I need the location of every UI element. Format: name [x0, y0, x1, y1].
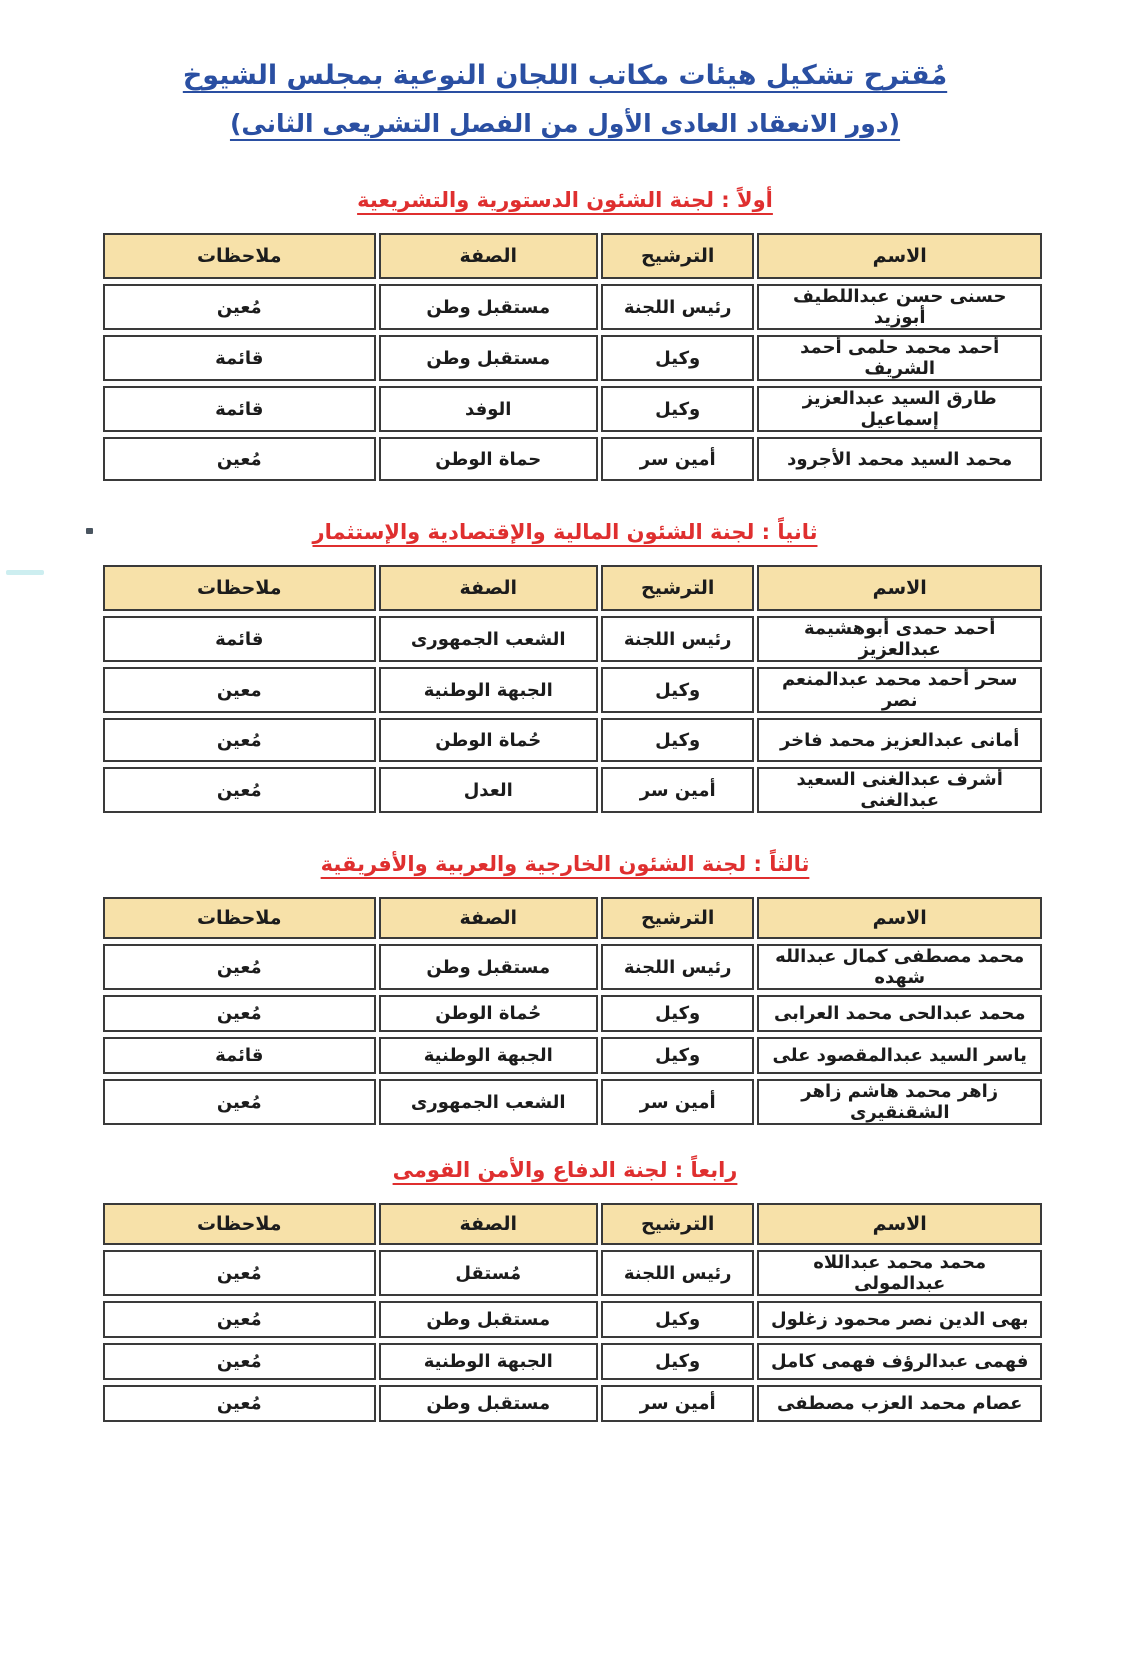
- column-header-nomination: الترشيح: [601, 1203, 754, 1245]
- capacity-cell: حُماة الوطن: [379, 718, 598, 762]
- nomination-cell: أمين سر: [601, 1079, 754, 1125]
- member-name-cell: ياسر السيد عبدالمقصود على: [757, 1037, 1042, 1074]
- capacity-cell: حماة الوطن: [379, 437, 598, 481]
- table-row: [103, 437, 1042, 481]
- capacity-cell: الجبهة الوطنية: [379, 667, 598, 713]
- member-name-cell: سحر أحمد محمد عبدالمنعم نصر: [757, 667, 1042, 713]
- nomination-cell: أمين سر: [601, 767, 754, 813]
- committee-table-foreign: [100, 892, 1045, 1130]
- notes-cell: مُعين: [103, 1385, 376, 1422]
- notes-cell: مُعين: [103, 1301, 376, 1338]
- column-header-capacity: الصفة: [379, 1203, 598, 1245]
- notes-cell: معين: [103, 667, 376, 713]
- capacity-cell: مستقبل وطن: [379, 944, 598, 990]
- nomination-cell: وكيل: [601, 718, 754, 762]
- member-name-cell: محمد عبدالحى محمد العرابى: [757, 995, 1042, 1032]
- nomination-cell: وكيل: [601, 995, 754, 1032]
- table-row: [103, 944, 1042, 990]
- capacity-cell: الجبهة الوطنية: [379, 1037, 598, 1074]
- table-row: [103, 1301, 1042, 1338]
- table-header-row: [103, 1203, 1042, 1245]
- capacity-cell: مستقبل وطن: [379, 335, 598, 381]
- section-heading-defense: رابعاً : لجنة الدفاع والأمن القومى: [392, 1158, 738, 1182]
- table-row: [103, 767, 1042, 813]
- member-name-cell: أمانى عبدالعزيز محمد فاخر: [757, 718, 1042, 762]
- nomination-cell: وكيل: [601, 1037, 754, 1074]
- column-header-name: الاسم: [757, 565, 1042, 611]
- table-row: [103, 616, 1042, 662]
- nomination-cell: وكيل: [601, 1301, 754, 1338]
- capacity-cell: الشعب الجمهورى: [379, 616, 598, 662]
- member-name-cell: حسنى حسن عبداللطيف أبوزيد: [757, 284, 1042, 330]
- committee-table-constitutional: [100, 228, 1045, 486]
- column-header-capacity: الصفة: [379, 233, 598, 279]
- table-row: [103, 1343, 1042, 1380]
- table-row: [103, 1037, 1042, 1074]
- table-header-row: [103, 897, 1042, 939]
- notes-cell: مُعين: [103, 284, 376, 330]
- nomination-cell: رئيس اللجنة: [601, 1250, 754, 1296]
- notes-cell: مُعين: [103, 767, 376, 813]
- member-name-cell: فهمى عبدالرؤف فهمى كامل: [757, 1343, 1042, 1380]
- document-title-line1: مُقترح تشكيل هيئات مكاتب اللجان النوعية بمجلس الشيوخ: [182, 60, 948, 91]
- column-header-notes: ملاحظات: [103, 897, 376, 939]
- scan-artifact-dash: [6, 570, 44, 575]
- capacity-cell: مستقبل وطن: [379, 1385, 598, 1422]
- member-name-cell: طارق السيد عبدالعزيز إسماعيل: [757, 386, 1042, 432]
- notes-cell: مُعين: [103, 718, 376, 762]
- nomination-cell: وكيل: [601, 667, 754, 713]
- document-title-line2: (دور الانعقاد العادى الأول من الفصل التشريعى الثانى): [229, 109, 901, 138]
- notes-cell: قائمة: [103, 386, 376, 432]
- column-header-name: الاسم: [757, 897, 1042, 939]
- table-row: [103, 335, 1042, 381]
- nomination-cell: وكيل: [601, 1343, 754, 1380]
- column-header-capacity: الصفة: [379, 897, 598, 939]
- notes-cell: مُعين: [103, 1079, 376, 1125]
- notes-cell: قائمة: [103, 335, 376, 381]
- committee-table-defense: [100, 1198, 1045, 1427]
- member-name-cell: محمد مصطفى كمال عبدالله شهده: [757, 944, 1042, 990]
- member-name-cell: بهى الدين نصر محمود زغلول: [757, 1301, 1042, 1338]
- section-heading-constitutional: أولاً : لجنة الشئون الدستورية والتشريعية: [357, 188, 773, 212]
- column-header-notes: ملاحظات: [103, 1203, 376, 1245]
- scan-artifact-speck: [86, 528, 93, 534]
- document-title: [0, 56, 1130, 144]
- section-heading-finance: ثانياً : لجنة الشئون المالية والإقتصادية والإستثمار: [312, 520, 818, 544]
- capacity-cell: مُستقل: [379, 1250, 598, 1296]
- member-name-cell: أحمد حمدى أبوهشيمة عبدالعزيز: [757, 616, 1042, 662]
- table-row: [103, 667, 1042, 713]
- section-heading-foreign: ثالثاً : لجنة الشئون الخارجية والعربية والأفريقية: [320, 852, 810, 876]
- capacity-cell: مستقبل وطن: [379, 1301, 598, 1338]
- member-name-cell: محمد السيد محمد الأجرود: [757, 437, 1042, 481]
- table-row: [103, 995, 1042, 1032]
- capacity-cell: مستقبل وطن: [379, 284, 598, 330]
- member-name-cell: أشرف عبدالغنى السعيد عبدالغنى: [757, 767, 1042, 813]
- member-name-cell: عصام محمد العزب مصطفى: [757, 1385, 1042, 1422]
- nomination-cell: وكيل: [601, 335, 754, 381]
- column-header-nomination: الترشيح: [601, 565, 754, 611]
- notes-cell: مُعين: [103, 995, 376, 1032]
- capacity-cell: الجبهة الوطنية: [379, 1343, 598, 1380]
- column-header-nomination: الترشيح: [601, 233, 754, 279]
- notes-cell: مُعين: [103, 944, 376, 990]
- table-row: [103, 284, 1042, 330]
- column-header-nomination: الترشيح: [601, 897, 754, 939]
- nomination-cell: رئيس اللجنة: [601, 944, 754, 990]
- column-header-name: الاسم: [757, 1203, 1042, 1245]
- notes-cell: مُعين: [103, 1250, 376, 1296]
- capacity-cell: العدل: [379, 767, 598, 813]
- notes-cell: قائمة: [103, 616, 376, 662]
- table-header-row: [103, 233, 1042, 279]
- notes-cell: مُعين: [103, 1343, 376, 1380]
- capacity-cell: حُماة الوطن: [379, 995, 598, 1032]
- column-header-notes: ملاحظات: [103, 233, 376, 279]
- member-name-cell: محمد محمد عبداللاه عبدالمولى: [757, 1250, 1042, 1296]
- notes-cell: قائمة: [103, 1037, 376, 1074]
- nomination-cell: وكيل: [601, 386, 754, 432]
- nomination-cell: أمين سر: [601, 1385, 754, 1422]
- table-header-row: [103, 565, 1042, 611]
- table-row: [103, 1250, 1042, 1296]
- capacity-cell: الوفد: [379, 386, 598, 432]
- column-header-name: الاسم: [757, 233, 1042, 279]
- committee-table-finance: [100, 560, 1045, 818]
- table-row: [103, 1079, 1042, 1125]
- capacity-cell: الشعب الجمهورى: [379, 1079, 598, 1125]
- table-row: [103, 1385, 1042, 1422]
- document-page: [0, 56, 1130, 1656]
- member-name-cell: زاهر محمد هاشم زاهر الشقنقيرى: [757, 1079, 1042, 1125]
- table-row: [103, 386, 1042, 432]
- member-name-cell: أحمد محمد حلمى أحمد الشريف: [757, 335, 1042, 381]
- nomination-cell: رئيس اللجنة: [601, 284, 754, 330]
- nomination-cell: رئيس اللجنة: [601, 616, 754, 662]
- column-header-notes: ملاحظات: [103, 565, 376, 611]
- table-row: [103, 718, 1042, 762]
- notes-cell: مُعين: [103, 437, 376, 481]
- nomination-cell: أمين سر: [601, 437, 754, 481]
- column-header-capacity: الصفة: [379, 565, 598, 611]
